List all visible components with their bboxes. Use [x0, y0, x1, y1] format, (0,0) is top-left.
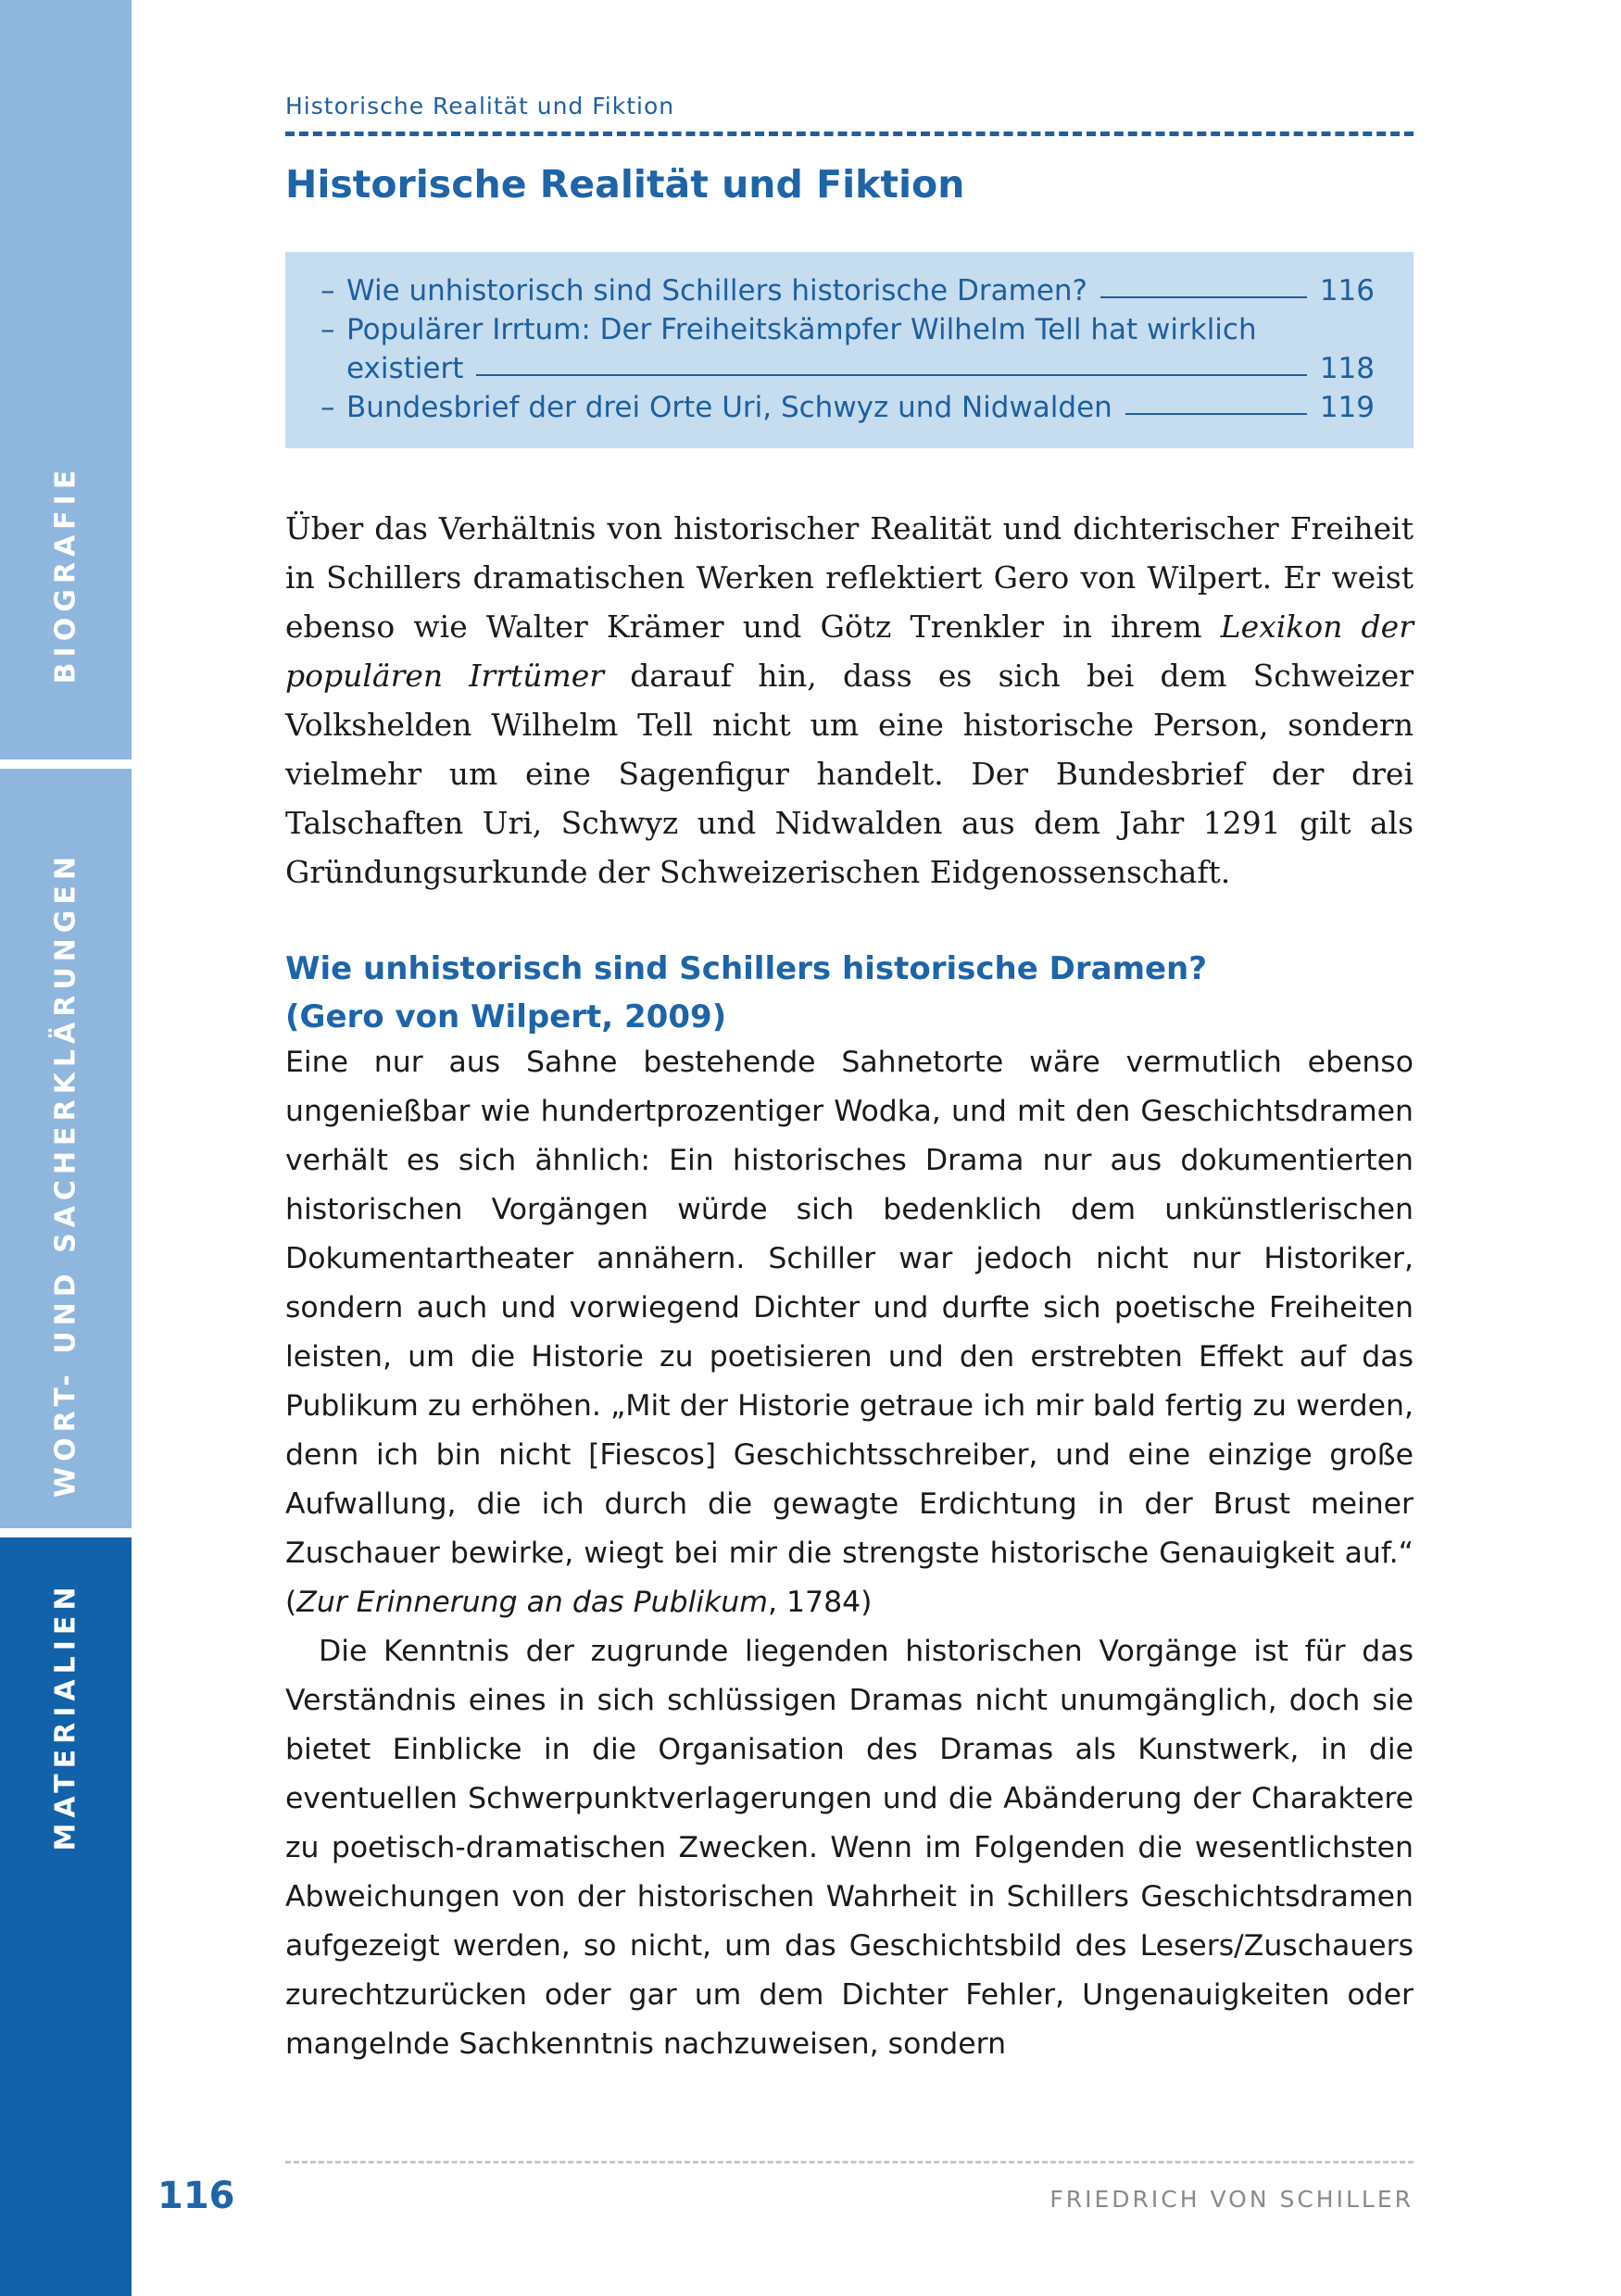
section-heading	[285, 945, 1414, 1041]
toc-item[interactable]	[320, 307, 1375, 346]
toc-item-page: 116	[1319, 274, 1375, 307]
body-source-year: , 1784)	[767, 1586, 873, 1619]
toc-dash: –	[320, 391, 335, 424]
toc-item-page: 119	[1319, 391, 1375, 424]
toc-item-page: 118	[1319, 352, 1375, 385]
toc-item-label: Wie unhistorisch sind Schillers historische Dramen?	[346, 274, 1088, 307]
toc-leader	[1125, 413, 1307, 415]
toc-dash: –	[320, 313, 335, 346]
sidebar-label-materialien: MATERIALIEN	[49, 1581, 82, 1851]
toc-leader	[1100, 296, 1307, 298]
header-divider	[285, 132, 1414, 136]
section-title: Wie unhistorisch sind Schillers historische Dramen?	[285, 950, 1207, 987]
intro-paragraph	[285, 504, 1414, 897]
body-paragraph: Die Kenntnis der zugrunde liegenden historischen Vorgänge ist für das Verständnis eines in sich schlüssigen Dramas nicht unumgänglich, doch sie bietet Einblicke in die Organisation des Dramas als Kunstwerk, in die eventuellen Schwerpunktverlagerungen und die Abänderung der Charaktere zu poetisch-dramatischen Zwecken. Wenn im Folgenden die wesentlichsten Abweichungen von der historischen Wahrheit in Schillers Geschichtsdramen aufgezeigt werden, so nicht, um das Geschichtsbild des Lesers/Zuschauers zurechtzurücken oder gar um dem Dichter Fehler, Ungenauigkeiten oder mangelnde Sachkenntnis nachzuweisen, sondern	[285, 1635, 1414, 2061]
section-body	[285, 1038, 1414, 2069]
toc-item[interactable]	[320, 385, 1375, 424]
toc-item-label: Populärer Irrtum: Der Freiheitskämpfer Wilhelm Tell hat wirklich	[346, 313, 1257, 346]
sidebar	[0, 0, 132, 2296]
toc-leader	[476, 374, 1306, 376]
chapter-title: Historische Realität und Fiktion	[285, 162, 965, 207]
body-paragraph	[285, 1038, 1414, 1627]
page-number: 116	[157, 2175, 235, 2217]
body-text: Eine nur aus Sahne bestehende Sahnetorte wäre vermutlich ebenso ungenießbar wie hundertprozentiger Wodka, und mit den Geschichtsdramen verhält es sich ähnlich: Ein historisches Drama nur aus dokumentierten historischen Vorgängen würde sich bedenklich dem unkünstlerischen Dokumentartheater annähern. Schiller war jedoch nicht nur Historiker, sondern auch und vorwiegend Dichter und durfte sich poetische Freiheiten leisten, um die Historie zu poetisieren und den erstrebten Effekt auf das Publikum zu erhöhen. „Mit der Historie getraue ich mir bald fertig zu werden, denn ich bin nicht [Fiescos] Geschichtsschreiber, und eine einzige große Aufwallung, die ich durch die gewagte Erdichtung in der Brust meiner Zuschauer bewirke, wiegt bei mir die strengste historische Genauigkeit auf.“ (	[285, 1046, 1414, 1619]
sidebar-label-wort-und-sacherklaerungen: WORT- UND SACHERKLÄRUNGEN	[49, 850, 82, 1499]
toc-dash: –	[320, 274, 335, 307]
intro-book-title: Lexikon der populären Irrtümer	[285, 609, 1414, 694]
toc-item-continuation[interactable]	[320, 346, 1375, 385]
footer-divider	[285, 2161, 1414, 2164]
sidebar-label-biografie: BIOGRAFIE	[49, 464, 82, 684]
toc-item-label: Bundesbrief der drei Orte Uri, Schwyz und Nidwalden	[346, 391, 1112, 424]
intro-text-2: darauf hin, dass es sich bei dem Schweizer Volkshelden Wilhelm Tell nicht um eine historische Person, sondern vielmehr um eine Sagenfigur handelt. Der Bundesbrief der drei Talschaften Uri, Schwyz und Nidwalden aus dem Jahr 1291 gilt als Gründungsurkunde der Schweizerischen Eidgenossenschaft.	[285, 658, 1414, 890]
body-source-title: Zur Erinnerung an das Publikum	[296, 1586, 768, 1619]
toc-item[interactable]	[320, 269, 1375, 307]
toc-item-label-cont: existiert	[346, 352, 464, 385]
book-title-footer: FRIEDRICH VON SCHILLER	[1049, 2186, 1414, 2213]
running-head: Historische Realität und Fiktion	[285, 93, 675, 119]
section-subtitle: (Gero von Wilpert, 2009)	[285, 998, 727, 1035]
toc-box	[285, 252, 1414, 448]
intro-text-1: Über das Verhältnis von historischer Realität und dichterischer Freiheit in Schillers dramatischen Werken reflektiert Gero von Wilpert. Er weist ebenso wie Walter Krämer und Götz Trenkler in ihrem	[285, 510, 1414, 645]
